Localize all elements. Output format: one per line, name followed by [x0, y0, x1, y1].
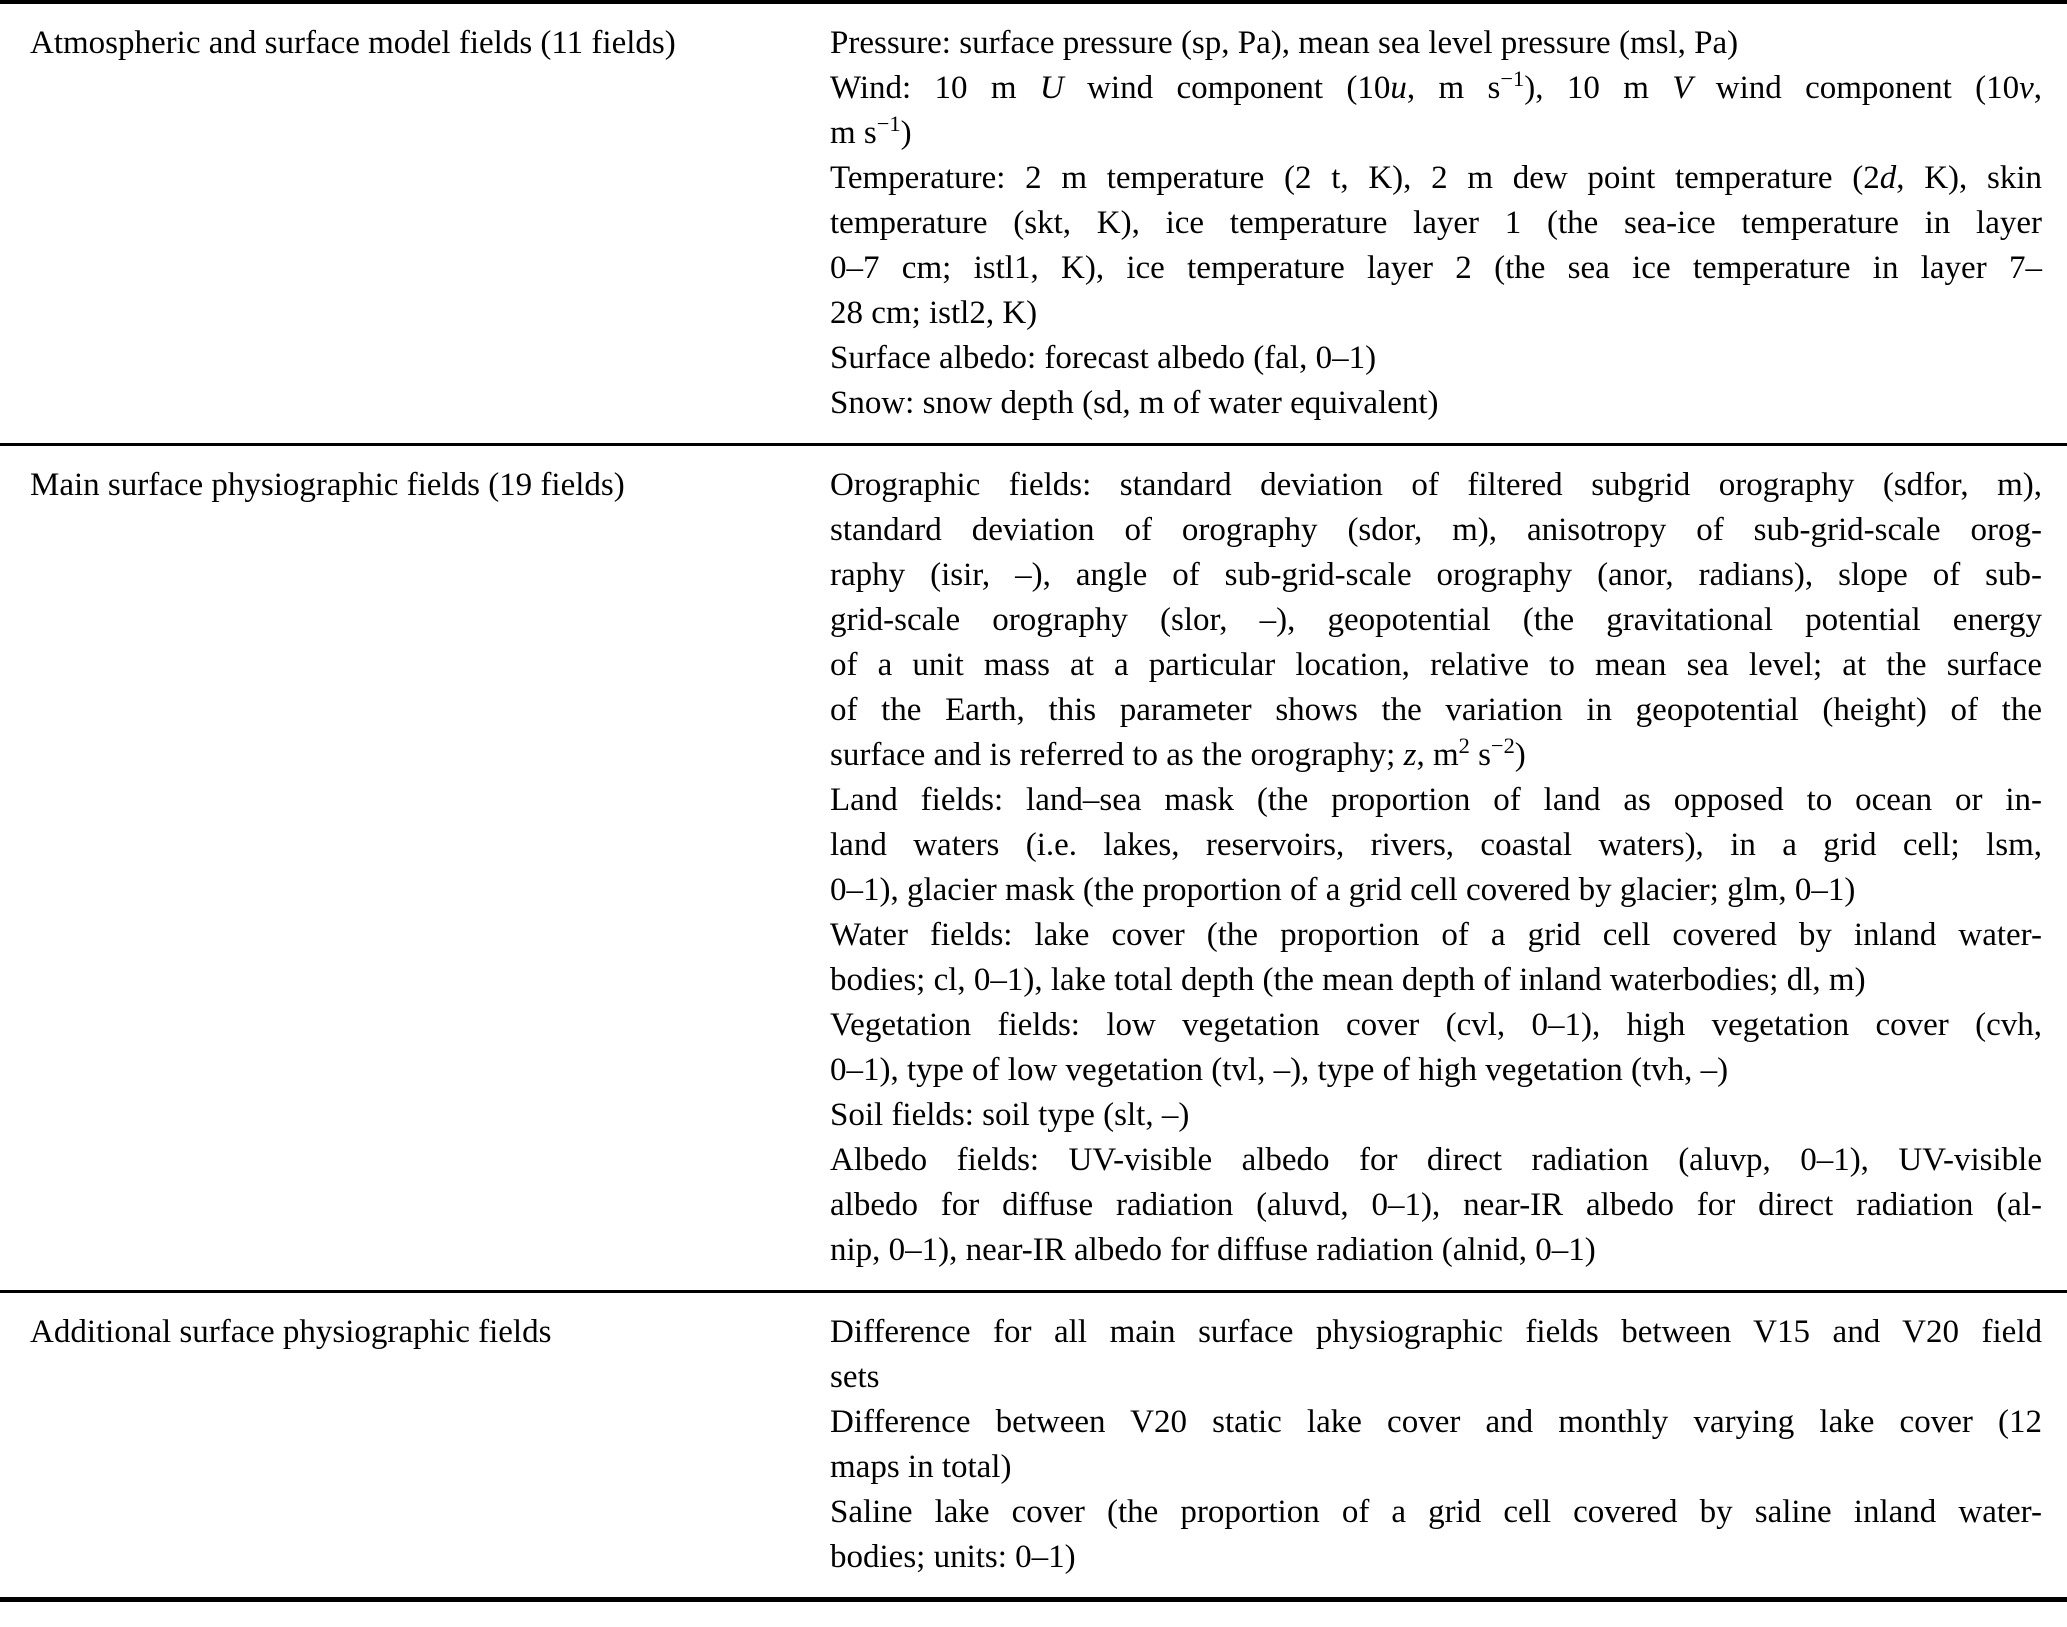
text-line: Surface albedo: forecast albedo (fal, 0–1)	[830, 340, 1377, 376]
text-line: Difference for all main surface physiographic fields between V15 and V20 field	[830, 1314, 2042, 1350]
description-paragraph	[830, 1400, 2042, 1490]
text-line: bodies; units: 0–1)	[830, 1539, 1076, 1575]
description-paragraph	[830, 1138, 2042, 1273]
text-line: Difference between V20 static lake cover and monthly varying lake cover (12	[830, 1404, 2042, 1440]
text-line: temperature (skt, K), ice temperature layer 1 (the sea-ice temperature in layer	[830, 205, 2042, 241]
text-line: raphy (isir, –), angle of sub-grid-scale orography (anor, radians), slope of sub-	[830, 557, 2042, 593]
text-line: Temperature: 2 m temperature (2 t, K), 2 m dew point temperature (2d, K), skin	[830, 160, 2042, 196]
text-line: Soil fields: soil type (slt, –)	[830, 1097, 1190, 1133]
category-label: Atmospheric and surface model fields (11 fields)	[30, 25, 676, 61]
description-cell	[830, 4, 2042, 443]
text-line: 0–7 cm; istl1, K), ice temperature layer 2 (the sea ice temperature in layer 7–	[830, 250, 2042, 286]
text-line: 0–1), type of low vegetation (tvl, –), type of high vegetation (tvh, –)	[830, 1052, 1729, 1088]
description-paragraph	[830, 463, 2042, 778]
text-line: albedo for diffuse radiation (aluvd, 0–1), near-IR albedo for direct radiation (al-	[830, 1187, 2042, 1223]
text-line: of a unit mass at a particular location, relative to mean sea level; at the surface	[830, 647, 2042, 683]
description-paragraph	[830, 913, 2042, 1003]
text-line: m $s^{-1}$)	[830, 111, 912, 151]
text-line: surface and is referred to as the orography; z, $m^2$ $s^{-2}$)	[830, 733, 1526, 773]
text-line: Wind: 10 m U wind component (10u, m $s^{-1}$), 10 m V wind component (10v,	[830, 66, 2042, 106]
text-line: Land fields: land–sea mask (the proportion of land as opposed to ocean or in-	[830, 782, 2042, 818]
table-row	[0, 443, 2067, 1290]
text-line: 0–1), glacier mask (the proportion of a grid cell covered by glacier; glm, 0–1)	[830, 872, 1856, 908]
text-line: Snow: snow depth (sd, m of water equivalent)	[830, 385, 1439, 421]
description-paragraph	[830, 1490, 2042, 1580]
text-line: Vegetation fields: low vegetation cover (cvl, 0–1), high vegetation cover (cvh,	[830, 1007, 2042, 1043]
table-row	[0, 1290, 2067, 1597]
text-line: nip, 0–1), near-IR albedo for diffuse radiation (alnid, 0–1)	[830, 1232, 1596, 1268]
text-line: bodies; cl, 0–1), lake total depth (the mean depth of inland waterbodies; dl, m)	[830, 962, 1866, 998]
text-line: Saline lake cover (the proportion of a grid cell covered by saline inland water-	[830, 1494, 2042, 1530]
text-line: grid-scale orography (slor, –), geopotential (the gravitational potential energy	[830, 602, 2042, 638]
description-paragraph	[830, 21, 2042, 66]
text-line: 28 cm; istl2, K)	[830, 295, 1038, 331]
text-line: land waters (i.e. lakes, reservoirs, rivers, coastal waters), in a grid cell; lsm,	[830, 827, 2042, 863]
table-row	[0, 4, 2067, 443]
text-line: Pressure: surface pressure (sp, Pa), mean sea level pressure (msl, Pa)	[830, 25, 1739, 61]
description-paragraph	[830, 156, 2042, 336]
text-line: of the Earth, this parameter shows the variation in geopotential (height) of the	[830, 692, 2042, 728]
description-paragraph	[830, 336, 2042, 381]
text-line: Water fields: lake cover (the proportion of a grid cell covered by inland water-	[830, 917, 2042, 953]
category-label: Main surface physiographic fields (19 fields)	[30, 467, 625, 503]
description-cell	[830, 1293, 2042, 1597]
text-line: Orographic fields: standard deviation of filtered subgrid orography (sdfor, m),	[830, 467, 2042, 503]
text-line: standard deviation of orography (sdor, m), anisotropy of sub-grid-scale orog-	[830, 512, 2042, 548]
description-paragraph	[830, 1003, 2042, 1093]
text-line: sets	[830, 1359, 880, 1395]
description-paragraph	[830, 1310, 2042, 1400]
text-line: Albedo fields: UV-visible albedo for direct radiation (aluvp, 0–1), UV-visible	[830, 1142, 2042, 1178]
category-label: Additional surface physiographic fields	[30, 1314, 552, 1350]
description-paragraph	[830, 1093, 2042, 1138]
description-paragraph	[830, 66, 2042, 156]
description-paragraph	[830, 778, 2042, 913]
text-line: maps in total)	[830, 1449, 1012, 1485]
description-paragraph	[830, 381, 2042, 426]
description-cell	[830, 446, 2042, 1290]
